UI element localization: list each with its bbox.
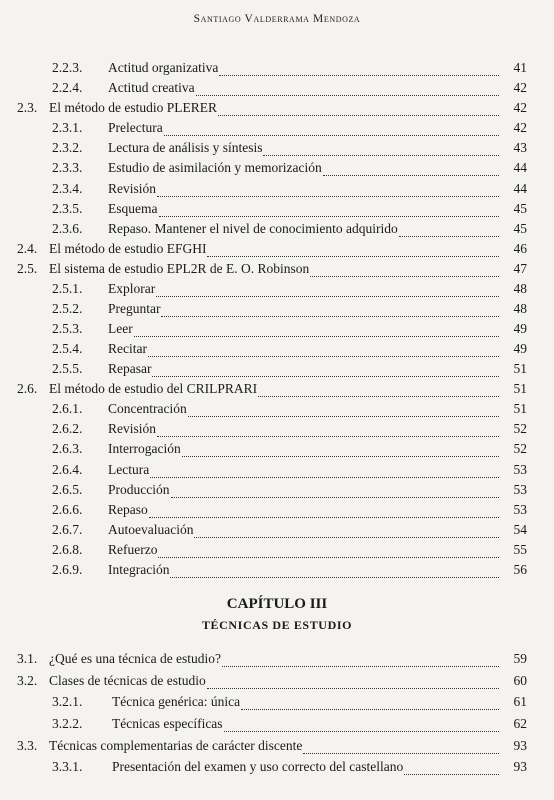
dot-leader <box>241 699 499 710</box>
toc-entry-page: 93 <box>513 738 527 753</box>
toc-entry <box>52 694 527 714</box>
toc-entry-number: 2.6.7. <box>52 522 83 537</box>
toc-entry-title: Actitud organizativa <box>108 60 219 75</box>
toc-entry-title: Técnicas específicas <box>112 716 223 731</box>
dot-leader <box>161 306 499 317</box>
toc-entry-number: 2.5.4. <box>52 341 83 356</box>
toc-entry-number: 3.1. <box>17 651 38 666</box>
dot-leader <box>134 326 499 337</box>
dot-leader <box>218 105 499 116</box>
running-head: Santiago Valderrama Mendoza <box>193 13 361 25</box>
toc-entry-title: Lectura <box>108 462 150 477</box>
toc-entry-title: Revisión <box>108 181 157 196</box>
chapter-label: CAPÍTULO III <box>226 596 328 612</box>
toc-entry-title: Repasar <box>108 361 152 376</box>
toc-entry-page: 52 <box>513 421 527 436</box>
toc-entry-title: Concentración <box>108 401 187 416</box>
toc-entry <box>52 140 527 160</box>
dot-leader <box>164 125 499 136</box>
toc-entry-title: Producción <box>108 482 170 497</box>
dot-leader <box>170 567 499 578</box>
toc-entry-title: Repaso <box>108 502 148 517</box>
dot-leader <box>148 346 499 357</box>
toc-entry-page: 49 <box>513 341 527 356</box>
toc-entry <box>52 60 527 80</box>
toc-entry-title: Preguntar <box>108 301 161 316</box>
toc-entry-page: 46 <box>513 241 527 256</box>
toc-entry-page: 47 <box>513 261 527 276</box>
toc-entry <box>17 261 527 281</box>
toc-entry-title: Refuerzo <box>108 542 158 557</box>
toc-entry-page: 55 <box>513 542 527 557</box>
toc-entry-title: Actitud creativa <box>108 80 195 95</box>
toc-entry-number: 2.6.8. <box>52 542 83 557</box>
toc-entry-title: El método de estudio PLERER <box>49 100 217 115</box>
toc-entry <box>52 462 527 482</box>
toc-entry <box>17 100 527 120</box>
toc-entry <box>52 201 527 221</box>
toc-entry-number: 2.3. <box>17 100 38 115</box>
toc-entry-page: 42 <box>513 100 527 115</box>
toc-entry-number: 2.6.2. <box>52 421 83 436</box>
toc-entry-page: 61 <box>513 694 527 709</box>
toc-entry-page: 51 <box>513 381 527 396</box>
toc-entry-page: 42 <box>513 120 527 135</box>
toc-entry-page: 53 <box>513 482 527 497</box>
toc-entry-page: 51 <box>513 401 527 416</box>
toc-entry-page: 51 <box>513 361 527 376</box>
toc-entry <box>52 441 527 461</box>
toc-entry-number: 2.5.5. <box>52 361 83 376</box>
dot-leader <box>207 678 499 689</box>
toc-entry-page: 48 <box>513 301 527 316</box>
toc-entry-title: Clases de técnicas de estudio <box>49 673 206 688</box>
toc-entry-number: 2.6.1. <box>52 401 83 416</box>
dot-leader <box>399 226 499 237</box>
toc-entry-title: Recitar <box>108 341 147 356</box>
toc-entry-number: 2.3.5. <box>52 201 83 216</box>
toc-entry-number: 2.6.6. <box>52 502 83 517</box>
toc-entry <box>52 221 527 241</box>
toc-entry <box>17 241 527 261</box>
toc-entry-title: Autoevaluación <box>108 522 194 537</box>
dot-leader <box>182 446 499 457</box>
toc-entry-number: 3.2.1. <box>52 694 83 709</box>
toc-entry <box>17 381 527 401</box>
toc-entry-page: 44 <box>513 181 527 196</box>
toc-entry-number: 2.3.3. <box>52 160 83 175</box>
dot-leader <box>404 764 499 775</box>
toc-entry-number: 2.6. <box>17 381 38 396</box>
toc-entry <box>52 341 527 361</box>
toc-entry-number: 2.6.4. <box>52 462 83 477</box>
toc-entry-page: 54 <box>513 522 527 537</box>
dot-leader <box>219 65 499 76</box>
toc-entry <box>52 759 527 779</box>
toc-entry <box>52 321 527 341</box>
toc-entry-page: 59 <box>513 651 527 666</box>
toc-entry-number: 2.6.9. <box>52 562 83 577</box>
dot-leader <box>263 145 499 156</box>
dot-leader <box>323 165 499 176</box>
toc-entry <box>52 181 527 201</box>
toc-entry-page: 49 <box>513 321 527 336</box>
toc-entry-number: 2.6.3. <box>52 441 83 456</box>
toc-entry <box>52 160 527 180</box>
dot-leader <box>310 266 499 277</box>
toc-entry-page: 56 <box>513 562 527 577</box>
toc-entry-number: 3.3. <box>17 738 38 753</box>
toc-entry-page: 41 <box>513 60 527 75</box>
toc-entry <box>52 421 527 441</box>
toc-entry-page: 45 <box>513 221 527 236</box>
toc-entry-number: 3.2. <box>17 673 38 688</box>
toc-entry-title: Esquema <box>108 201 158 216</box>
toc-entry <box>52 716 527 736</box>
toc-entry-number: 2.5.1. <box>52 281 83 296</box>
dot-leader <box>150 467 499 478</box>
toc-entry-page: 45 <box>513 201 527 216</box>
toc-entry <box>52 80 527 100</box>
dot-leader <box>158 547 499 558</box>
dot-leader <box>157 426 499 437</box>
dot-leader <box>159 206 500 217</box>
toc-entry-title: Prelectura <box>108 120 163 135</box>
toc-entry-page: 44 <box>513 160 527 175</box>
toc-entry-page: 53 <box>513 462 527 477</box>
toc-entry-title: Explorar <box>108 281 156 296</box>
toc-entry-page: 42 <box>513 80 527 95</box>
dot-leader <box>171 487 500 498</box>
toc-entry-title: ¿Qué es una técnica de estudio? <box>49 651 222 666</box>
toc-entry-title: Lectura de análisis y síntesis <box>108 140 263 155</box>
toc-entry-number: 2.3.4. <box>52 181 83 196</box>
toc-entry-number: 3.2.2. <box>52 716 83 731</box>
toc-entry-title: Estudio de asimilación y memorización <box>108 160 322 175</box>
toc-entry <box>52 522 527 542</box>
toc-entry <box>52 361 527 381</box>
toc-entry <box>52 401 527 421</box>
toc-entry-number: 2.4. <box>17 241 38 256</box>
toc-entry-title: Interrogación <box>108 441 181 456</box>
toc-entry-page: 60 <box>513 673 527 688</box>
toc-entry-number: 2.3.1. <box>52 120 83 135</box>
dot-leader <box>196 85 499 96</box>
toc-entry-title: El sistema de estudio EPL2R de E. O. Robinson <box>49 261 310 276</box>
toc-entry <box>17 673 527 693</box>
toc-entry-number: 3.3.1. <box>52 759 83 774</box>
toc-entry-page: 43 <box>513 140 527 155</box>
toc-entry-number: 2.3.2. <box>52 140 83 155</box>
toc-entry-title: Revisión <box>108 421 157 436</box>
toc-entry <box>52 482 527 502</box>
dot-leader <box>156 286 499 297</box>
toc-entry <box>52 120 527 140</box>
toc-entry <box>52 281 527 301</box>
toc-entry-number: 2.5.2. <box>52 301 83 316</box>
dot-leader <box>152 366 499 377</box>
dot-leader <box>157 186 499 197</box>
dot-leader <box>149 507 499 518</box>
toc-entry-number: 2.5.3. <box>52 321 83 336</box>
toc-entry <box>52 542 527 562</box>
toc-entry-page: 52 <box>513 441 527 456</box>
toc-entry-number: 2.5. <box>17 261 38 276</box>
toc-entry <box>52 502 527 522</box>
toc-entry-title: Repaso. Mantener el nivel de conocimiento adquirido <box>108 221 398 236</box>
toc-entry-title: Técnicas complementarias de carácter discente <box>49 738 303 753</box>
toc-entry-title: El método de estudio del CRILPRARI <box>49 381 258 396</box>
dot-leader <box>207 246 499 257</box>
chapter-title: TÉCNICAS DE ESTUDIO <box>201 618 353 632</box>
toc-entry-title: El método de estudio EFGHI <box>49 241 207 256</box>
toc-entry-title: Técnica genérica: única <box>112 694 241 709</box>
toc-entry-page: 53 <box>513 502 527 517</box>
dot-leader <box>188 406 499 417</box>
toc-entry-page: 62 <box>513 716 527 731</box>
toc-entry-number: 2.2.3. <box>52 60 83 75</box>
toc-entry-title: Integración <box>108 562 170 577</box>
toc-entry-title: Presentación del examen y uso correcto del castellano <box>112 759 404 774</box>
toc-entry <box>17 738 527 758</box>
dot-leader <box>222 656 499 667</box>
dot-leader <box>224 721 499 732</box>
dot-leader <box>303 743 499 754</box>
toc-entry-number: 2.3.6. <box>52 221 83 236</box>
toc-entry <box>17 651 527 671</box>
toc-entry <box>52 562 527 582</box>
toc-entry <box>52 301 527 321</box>
toc-entry-title: Leer <box>108 321 133 336</box>
toc-entry-page: 48 <box>513 281 527 296</box>
toc-entry-number: 2.2.4. <box>52 80 83 95</box>
toc-entry-page: 93 <box>513 759 527 774</box>
toc-entry-number: 2.6.5. <box>52 482 83 497</box>
dot-leader <box>258 386 499 397</box>
dot-leader <box>194 527 499 538</box>
